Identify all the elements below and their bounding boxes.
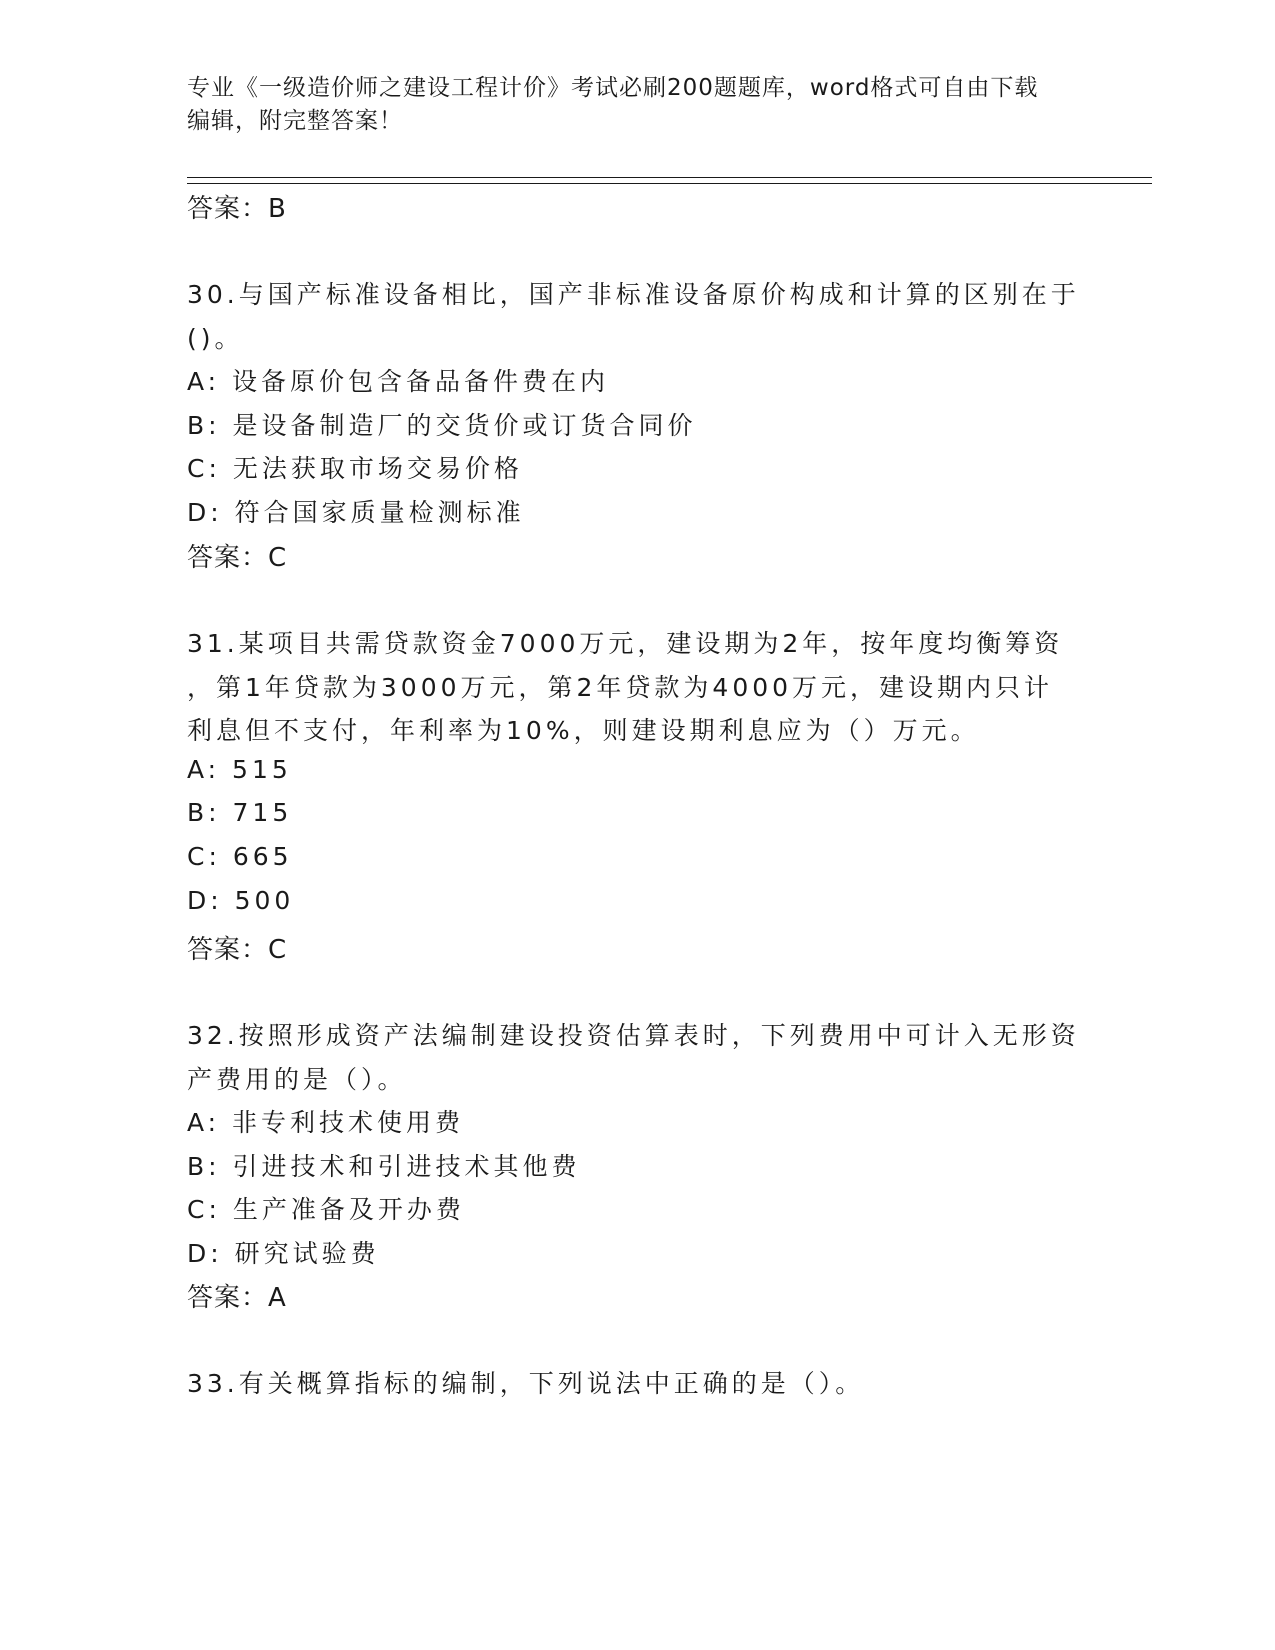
header-line-1: 专业《一级造价师之建设工程计价》考试必刷200题题库，word格式可自由下载 (187, 75, 1039, 101)
answer-line: 答案：C (187, 935, 288, 965)
option-b: B: 引进技术和引进技术其他费 (187, 1152, 581, 1181)
document-header (187, 72, 1087, 138)
option-a: A: 非专利技术使用费 (187, 1108, 465, 1137)
option-d: D: 符合国家质量检测标准 (187, 498, 525, 527)
question-stem-line: 产费用的是（）。 (187, 1065, 407, 1094)
option-c: C: 生产准备及开办费 (187, 1195, 465, 1224)
header-divider-top (187, 177, 1152, 178)
header-line-2: 编辑，附完整答案！ (187, 108, 403, 134)
option-a: A: 设备原价包含备品备件费在内 (187, 367, 610, 396)
option-d: D: 500 (187, 886, 295, 915)
option-a: A: 515 (187, 755, 292, 784)
answer-line: 答案：C (187, 543, 288, 573)
previous-answer: 答案：B (187, 194, 287, 224)
question-stem-line: 32.按照形成资产法编制建设投资估算表时，下列费用中可计入无形资 (187, 1021, 1080, 1050)
question-stem-line: 31.某项目共需贷款资金7000万元，建设期为2年，按年度均衡筹资 (187, 629, 1064, 658)
question-stem-line: ()。 (187, 324, 244, 353)
option-c: C: 无法获取市场交易价格 (187, 454, 523, 483)
answer-line: 答案：A (187, 1283, 287, 1313)
question-stem-line: 33.有关概算指标的编制，下列说法中正确的是（）。 (187, 1369, 865, 1398)
option-b: B: 715 (187, 798, 293, 827)
option-d: D: 研究试验费 (187, 1239, 380, 1268)
question-stem-line: ，第1年贷款为3000万元，第2年贷款为4000万元，建设期内只计 (187, 673, 1054, 702)
header-divider-bottom (187, 183, 1152, 184)
question-stem-line: 利息但不支付，年利率为10%，则建设期利息应为（）万元。 (187, 716, 980, 745)
option-b: B: 是设备制造厂的交货价或订货合同价 (187, 411, 697, 440)
option-c: C: 665 (187, 842, 293, 871)
question-stem-line: 30.与国产标准设备相比，国产非标准设备原价构成和计算的区别在于 (187, 280, 1080, 309)
